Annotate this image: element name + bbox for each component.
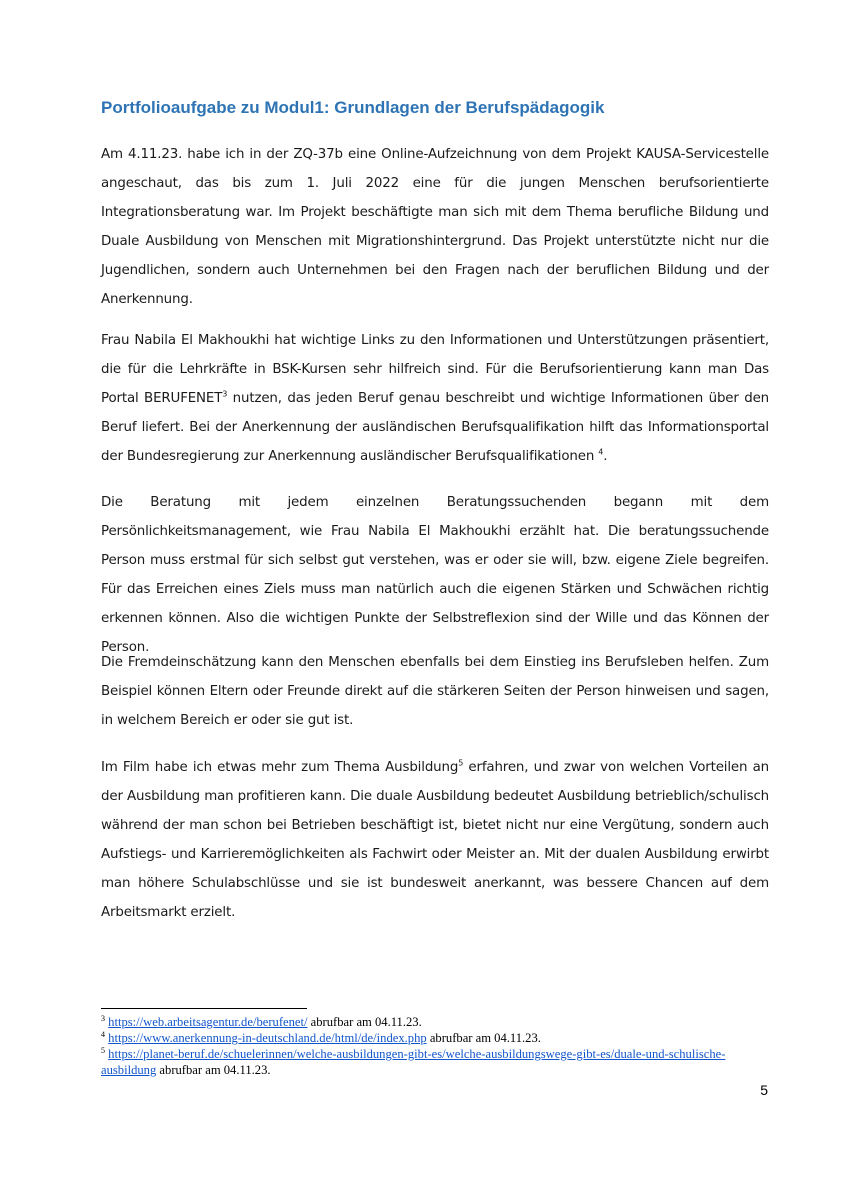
- paragraph-2: [101, 326, 769, 471]
- paragraph-2-part-c: .: [603, 449, 608, 464]
- footnote-separator: [101, 1008, 307, 1009]
- footnote-ref-5[interactable]: 5: [458, 758, 464, 768]
- footnote-5: [101, 1046, 761, 1078]
- paragraph-2-part-a: Frau Nabila El Makhoukhi hat wichtige Links zu den Informationen und Unterstützungen präsentiert, die für die Lehrkräfte in BSK-Kursen sehr hilfreich sind. Für die Berufsorientierung kann man Das Portal BERUFENET: [101, 333, 769, 406]
- footnote-number: 4: [101, 1029, 105, 1039]
- footnote-suffix: abrufbar am 04.11.23.: [156, 1063, 271, 1077]
- footnote-link[interactable]: https://web.arbeitsagentur.de/berufenet/: [108, 1015, 308, 1029]
- footnote-ref-4[interactable]: 4: [598, 447, 604, 457]
- page-number: 5: [760, 1082, 768, 1098]
- paragraph-3: Die Beratung mit jedem einzelnen Beratungssuchenden begann mit dem Persönlichkeitsmanagement, wie Frau Nabila El Makhoukhi erzählt hat. Die beratungssuchende Person muss erstmal für sich selbst gut verstehen, was er oder sie will, bzw. eigene Ziele begreifen. Für das Erreichen eines Ziels muss man natürlich auch die eigenen Stärken und Schwächen richtig erkennen können. Also die wichtigen Punkte der Selbstreflexion sind der Wille und das Können der Person.: [101, 495, 769, 655]
- footnote-4: [101, 1030, 761, 1046]
- footnote-suffix: abrufbar am 04.11.23.: [426, 1031, 541, 1045]
- paragraph-4: Die Fremdeinschätzung kann den Menschen ebenfalls bei dem Einstieg ins Berufsleben helfen. Zum Beispiel können Eltern oder Freunde direkt auf die stärkeren Seiten der Person hinweisen und sagen, in welchem Bereich er oder sie gut ist.: [101, 655, 769, 728]
- footnote-number: 5: [101, 1045, 105, 1055]
- paragraph-5-part-a: Im Film habe ich etwas mehr zum Thema Ausbildung: [101, 760, 459, 775]
- footnote-link[interactable]: https://www.anerkennung-in-deutschland.de/html/de/index.php: [108, 1031, 427, 1045]
- paragraph-5: [101, 753, 769, 927]
- footnote-3: [101, 1014, 761, 1030]
- paragraph-5-part-b: erfahren, und zwar von welchen Vorteilen an der Ausbildung man profitieren kann. Die duale Ausbildung bedeutet Ausbildung betrieblich/schulisch während der man schon bei Betrieben beschäftigt ist, bietet nicht nur eine Vergütung, sondern auch Aufstiegs- und Karrieremöglichkeiten als Fachwirt oder Meister an. Mit der dualen Ausbildung erwirbt man höhere Schulabschlüsse und sie ist bundesweit anerkannt, was bessere Chancen auf dem Arbeitsmarkt erzielt.: [101, 760, 769, 920]
- page-heading: Portfolioaufgabe zu Modul1: Grundlagen der Berufspädagogik: [101, 98, 605, 117]
- paragraph-1: Am 4.11.23. habe ich in der ZQ-37b eine Online-Aufzeichnung von dem Projekt KAUSA-Servicestelle angeschaut, das bis zum 1. Juli 2022 eine für die jungen Menschen berufsorientierte Integrationsberatung war. Im Projekt beschäftigte man sich mit dem Thema berufliche Bildung und Duale Ausbildung von Menschen mit Migrationshintergrund. Das Projekt unterstützte nicht nur die Jugendlichen, sondern auch Unternehmen bei den Fragen nach der beruflichen Bildung und der Anerkennung.: [101, 147, 769, 307]
- footnote-suffix: abrufbar am 04.11.23.: [307, 1015, 422, 1029]
- footnote-ref-3[interactable]: 3: [222, 389, 228, 399]
- footnote-link[interactable]: https://planet-beruf.de/schuelerinnen/welche-ausbildungen-gibt-es/welche-ausbildungswege-gibt-es/duale-und-schulische-ausbildung: [101, 1047, 726, 1077]
- footnote-number: 3: [101, 1013, 105, 1023]
- footnotes: [101, 1014, 761, 1078]
- paragraph-2-part-b: nutzen, das jeden Beruf genau beschreibt und wichtige Informationen über den Beruf liefert. Bei der Anerkennung der ausländischen Berufsqualifikation hilft das Informationsportal der Bundesregierung zur Anerkennung ausländischer Berufsqualifikationen: [101, 391, 769, 464]
